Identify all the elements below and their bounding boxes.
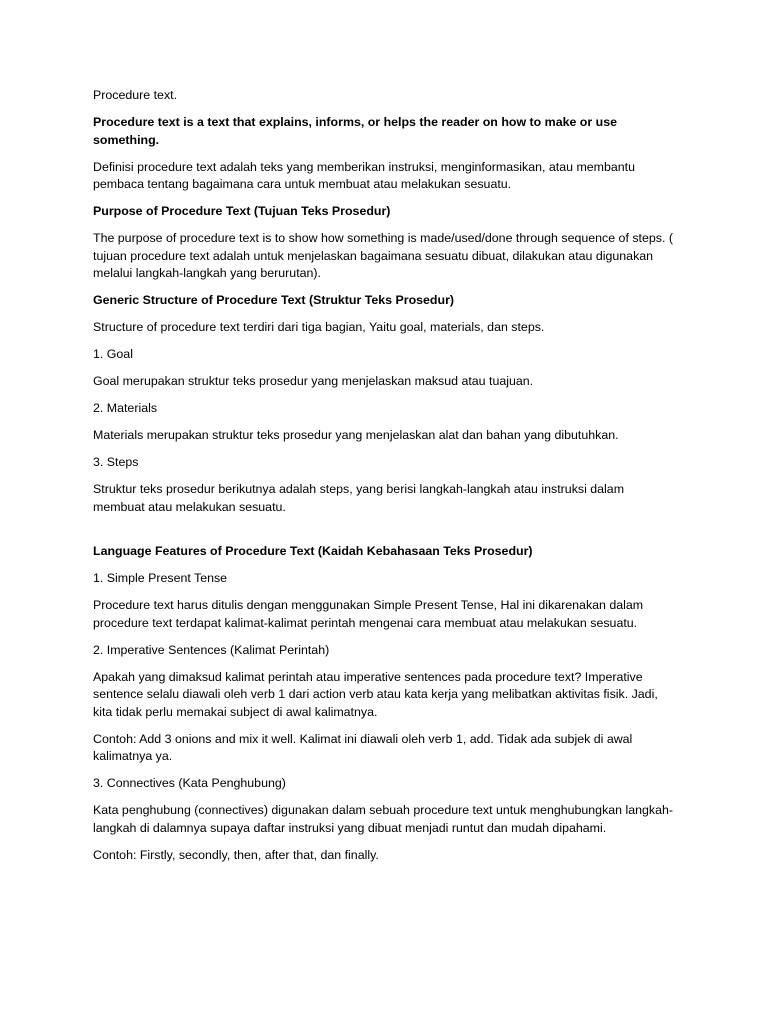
document-title: Procedure text. [93,88,178,102]
structure-intro: Structure of procedure text terdiri dari tiga bagian, Yaitu goal, materials, dan steps. [93,320,545,334]
structure-materials-body: Materials merupakan struktur teks prosedur yang menjelaskan alat dan bahan yang dibutuhkan. [93,428,619,442]
language-connectives-title: 3. Connectives (Kata Penghubung) [93,776,286,790]
language-imperative-title: 2. Imperative Sentences (Kalimat Perintah) [93,642,330,657]
structure-goal-title: 1. Goal [93,347,133,361]
language-imperative-body: Apakah yang dimaksud kalimat perintah atau imperative sentences pada procedure text? Imperative sentence selalu diawali oleh verb 1 dari action verb atau kata kerja yang melibatkan aktivitas fisik. Jadi, kita tidak perlu memakai subject di awal kalimatnya. [93,669,658,719]
definition-english: Procedure text is a text that explains, informs, or helps the reader on how to make or use something. [93,115,617,147]
language-connectives-body: Kata penghubung (connectives) digunakan dalam sebuah procedure text untuk menghubungkan langkah-langkah di dalamnya supaya daftar instruksi yang dibuat menjadi runtut dan mudah dipahami. [93,803,674,835]
structure-steps-title: 3. Steps [93,455,139,469]
blank-line [93,526,678,544]
structure-steps-body: Struktur teks prosedur berikutnya adalah steps, yang berisi langkah-langkah atau instruksi dalam membuat atau melakukan sesuatu. [93,482,625,514]
structure-heading: Generic Structure of Procedure Text (Struktur Teks Prosedur) [93,293,455,307]
language-connectives-example: Contoh: Firstly, secondly, then, after that, dan finally. [93,847,379,862]
definition-indonesian: Definisi procedure text adalah teks yang memberikan instruksi, menginformasikan, atau membantu pembaca tentang bagaimana cara untuk membuat atau melakukan sesuatu. [93,159,636,191]
language-imperative-example: Contoh: Add 3 onions and mix it well. Kalimat ini diawali oleh verb 1, add. Tidak ada subjek di awal kalimatnya ya. [93,731,633,763]
language-tense-title: 1. Simple Present Tense [93,571,228,585]
purpose-body: The purpose of procedure text is to show how something is made/used/done through sequence of steps. ( tujuan procedure text adalah untuk menjelaskan bagaimana sesuatu dibuat, dilakukan atau digunakan melalui langkah-langkah yang berurutan). [93,231,673,280]
document-page [93,87,678,874]
structure-goal-body: Goal merupakan struktur teks prosedur yang menjelaskan maksud atau tuajuan. [93,374,534,388]
purpose-heading: Purpose of Procedure Text (Tujuan Teks Prosedur) [93,204,391,218]
language-tense-body: Procedure text harus ditulis dengan menggunakan Simple Present Tense, Hal ini dikarenakan dalam procedure text terdapat kalimat-kalimat perintah mengenai cara membuat atau melakukan sesuatu. [93,598,644,630]
structure-materials-title: 2. Materials [93,401,158,415]
language-heading: Language Features of Procedure Text (Kaidah Kebahasaan Teks Prosedur) [93,544,533,558]
